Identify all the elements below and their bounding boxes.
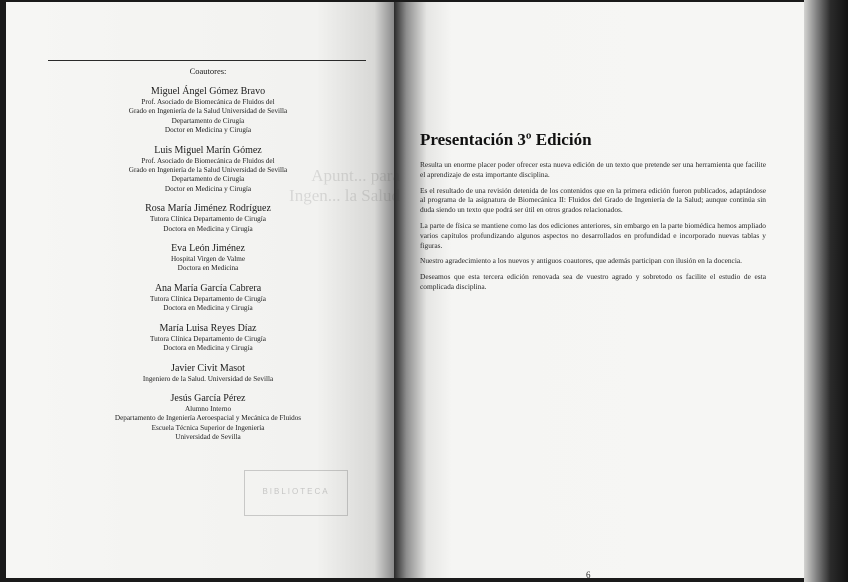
- author-name: María Luisa Reyes Díaz: [159, 322, 257, 334]
- presentation-title: Presentación 3º Edición: [420, 130, 592, 149]
- author-name: Eva León Jiménez: [171, 243, 245, 255]
- presentation-paragraph: Resulta un enorme placer poder ofrecer esta nueva edición de un texto que pretende ser una herramienta que facilite el aprendizaje de esta importante disciplina.: [420, 160, 766, 179]
- author-affiliation: Escuela Técnica Superior de Ingeniería: [151, 423, 265, 432]
- coauthors-section: [70, 66, 346, 451]
- author-affiliation: Universidad de Sevilla: [175, 433, 241, 442]
- coauthors-label: Coautores:: [189, 66, 227, 76]
- author-affiliation: Departamento de Ingeniería Aeroespacial y Mecánica de Fluidos: [114, 414, 302, 423]
- author-entry: [70, 85, 346, 136]
- author-affiliation: Departamento de Cirugía: [171, 175, 245, 184]
- bleed-through-text: Apunt... para Ingen... la Salud: [289, 166, 400, 205]
- library-stamp: BIBLIOTECA: [244, 470, 348, 516]
- page-number: 6: [586, 570, 591, 580]
- author-affiliation: Prof. Asociado de Biomecánica de Fluidos del: [141, 156, 275, 165]
- author-entry: [70, 202, 346, 234]
- author-affiliation: Tutora Clínica Departamento de Cirugía: [150, 294, 266, 303]
- author-affiliation: Doctora en Medicina y Cirugía: [163, 224, 253, 233]
- author-entry: [70, 322, 346, 354]
- presentation-paragraph: La parte de física se mantiene como las dos ediciones anteriores, sin embargo en la parte biomédica hemos ampliado varios capítulos profundizando algunos aspectos no desarrollados en profundidad e incorporado nuevas tablas y figuras.: [420, 220, 766, 250]
- author-affiliation: Tutora Clínica Departamento de Cirugía: [150, 334, 266, 343]
- presentation-paragraph: Nuestro agradecimiento a los nuevos y antiguos coautores, que además participan con ilusión en la docencia.: [420, 256, 743, 266]
- presentation-paragraph: Deseamos que esta tercera edición renovada sea de vuestro agrado y sobretodo os facilite el estudio de esta complicada disciplina.: [420, 272, 766, 291]
- presentation-section: [420, 130, 766, 298]
- author-name: Miguel Ángel Gómez Bravo: [150, 86, 266, 97]
- author-name: Ana María García Cabrera: [154, 282, 262, 294]
- author-affiliation: Doctor en Medicina y Cirugía: [164, 184, 252, 193]
- author-entry: [70, 242, 346, 274]
- author-name: Rosa María Jiménez Rodríguez: [145, 203, 271, 215]
- author-affiliation: Doctora en Medicina y Cirugía: [163, 304, 253, 313]
- author-affiliation: Tutora Clínica Departamento de Cirugía: [150, 215, 266, 224]
- author-entry: [70, 144, 346, 195]
- author-affiliation: Prof. Asociado de Biomecánica de Fluidos del: [141, 98, 275, 106]
- authors-list: [70, 85, 346, 443]
- author-name: Jesús García Pérez: [170, 392, 246, 404]
- author-name: Luis Miguel Marín Gómez: [154, 144, 262, 156]
- author-affiliation: Grado en Ingeniería de la Salud Universidad de Sevilla: [128, 166, 288, 175]
- author-entry: [70, 282, 346, 314]
- presentation-body: [420, 160, 766, 292]
- author-affiliation: Doctora en Medicina y Cirugía: [163, 344, 253, 353]
- author-affiliation: Ingeniero de la Salud. Universidad de Sevilla: [142, 374, 274, 383]
- author-affiliation: Doctor en Medicina y Cirugía: [164, 126, 252, 135]
- author-affiliation: Grado en Ingeniería de la Salud Universidad de Sevilla: [128, 107, 288, 116]
- author-affiliation: Hospital Virgen de Valme: [170, 255, 246, 264]
- presentation-paragraph: Es el resultado de una revisión detenida de los contenidos que en la primera edición fueron publicados, adaptándose al programa de la asignatura de Biomecánica II: Fluidos del Grado de Ingeniería de la Salud; aunque continúa sin duda siendo un texto que podrá ser útil en otros grados relacionados.: [420, 185, 766, 215]
- author-name: Javier Civit Masot: [171, 362, 245, 374]
- top-rule: [48, 60, 366, 61]
- author-affiliation: Departamento de Cirugía: [171, 116, 245, 125]
- author-entry: [70, 392, 346, 443]
- author-entry: [70, 362, 346, 384]
- page-edge-shadow: [804, 0, 848, 582]
- author-affiliation: Alumno Interno: [184, 404, 232, 413]
- author-affiliation: Doctora en Medicina: [177, 264, 239, 273]
